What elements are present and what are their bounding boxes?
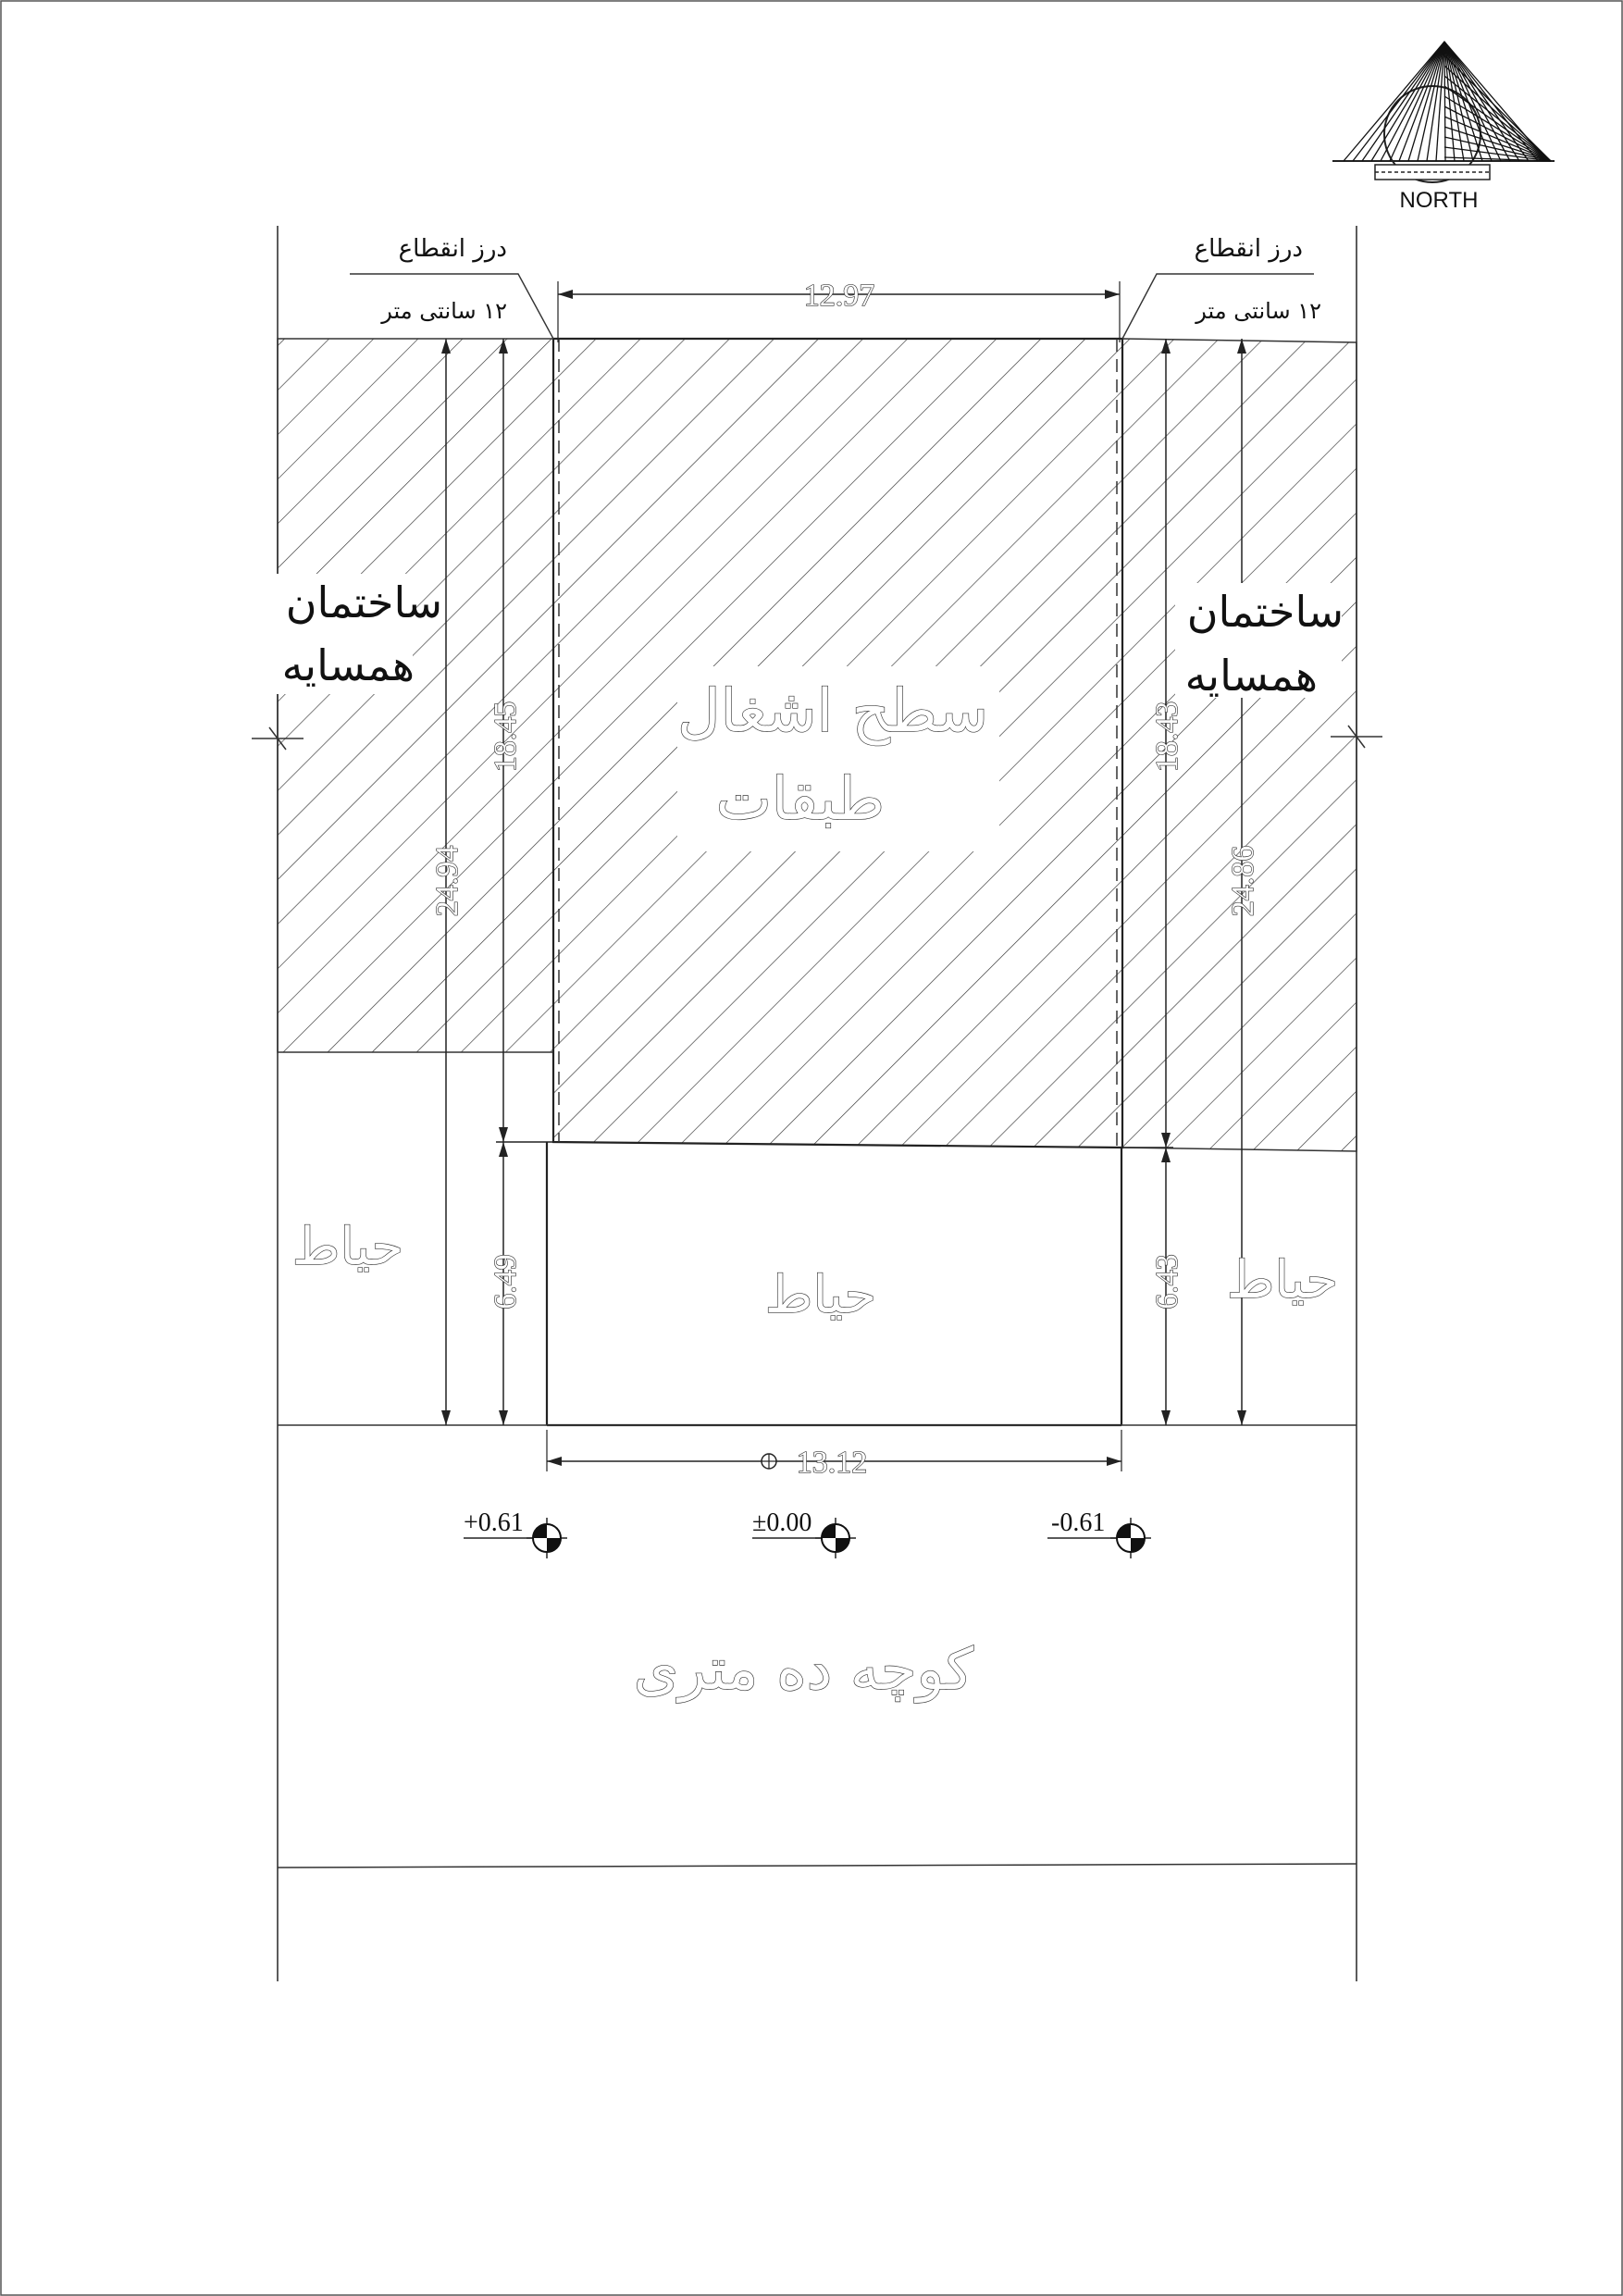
dim-right-outer: 24.86 [1226,845,1260,917]
dim-right-yard: 6.43 [1150,1254,1184,1309]
neighbor-right-label-1: ساختمان [1186,587,1344,637]
level-marker-2: ±0.00 [752,1508,812,1537]
dim-right-inner: 18.43 [1150,701,1184,773]
neighbor-left-building [278,339,553,1052]
occupancy-label-2: طبقات [715,765,885,834]
yard-left-label: حیاط [291,1217,403,1277]
joint-left-line2: ۱۲ سانتی متر [381,298,507,324]
dim-left-yard: 6.49 [489,1254,523,1309]
neighbor-right-label-2: همسایه [1184,651,1318,701]
neighbor-left-label-2: همسایه [281,640,415,690]
cross-icon [762,1454,776,1469]
north-arrow-icon [1332,42,1555,182]
neighbor-left-label-1: ساختمان [285,577,442,627]
dim-top-width: 12.97 [803,279,875,313]
level-marker-1: +0.61 [464,1508,524,1537]
yard-right-label: حیاط [1226,1250,1338,1310]
dim-bottom-width: 13.12 [796,1446,868,1480]
north-label: NORTH [1399,188,1479,213]
yard-center-label: حیاط [764,1265,876,1325]
level-markers [464,1508,1151,1558]
level-marker-3: -0.61 [1051,1508,1106,1537]
dim-left-inner: 18.45 [489,701,523,773]
dim-left-outer: 24.94 [430,845,465,917]
joint-left-line1: درز انقطاع [398,235,507,263]
joint-right-line2: ۱۲ سانتی متر [1196,298,1321,324]
occupancy-label-1: سطح اشغال [676,677,988,746]
joint-right-line1: درز انقطاع [1194,235,1303,263]
street-label: کوچه ده متری [633,1635,973,1703]
